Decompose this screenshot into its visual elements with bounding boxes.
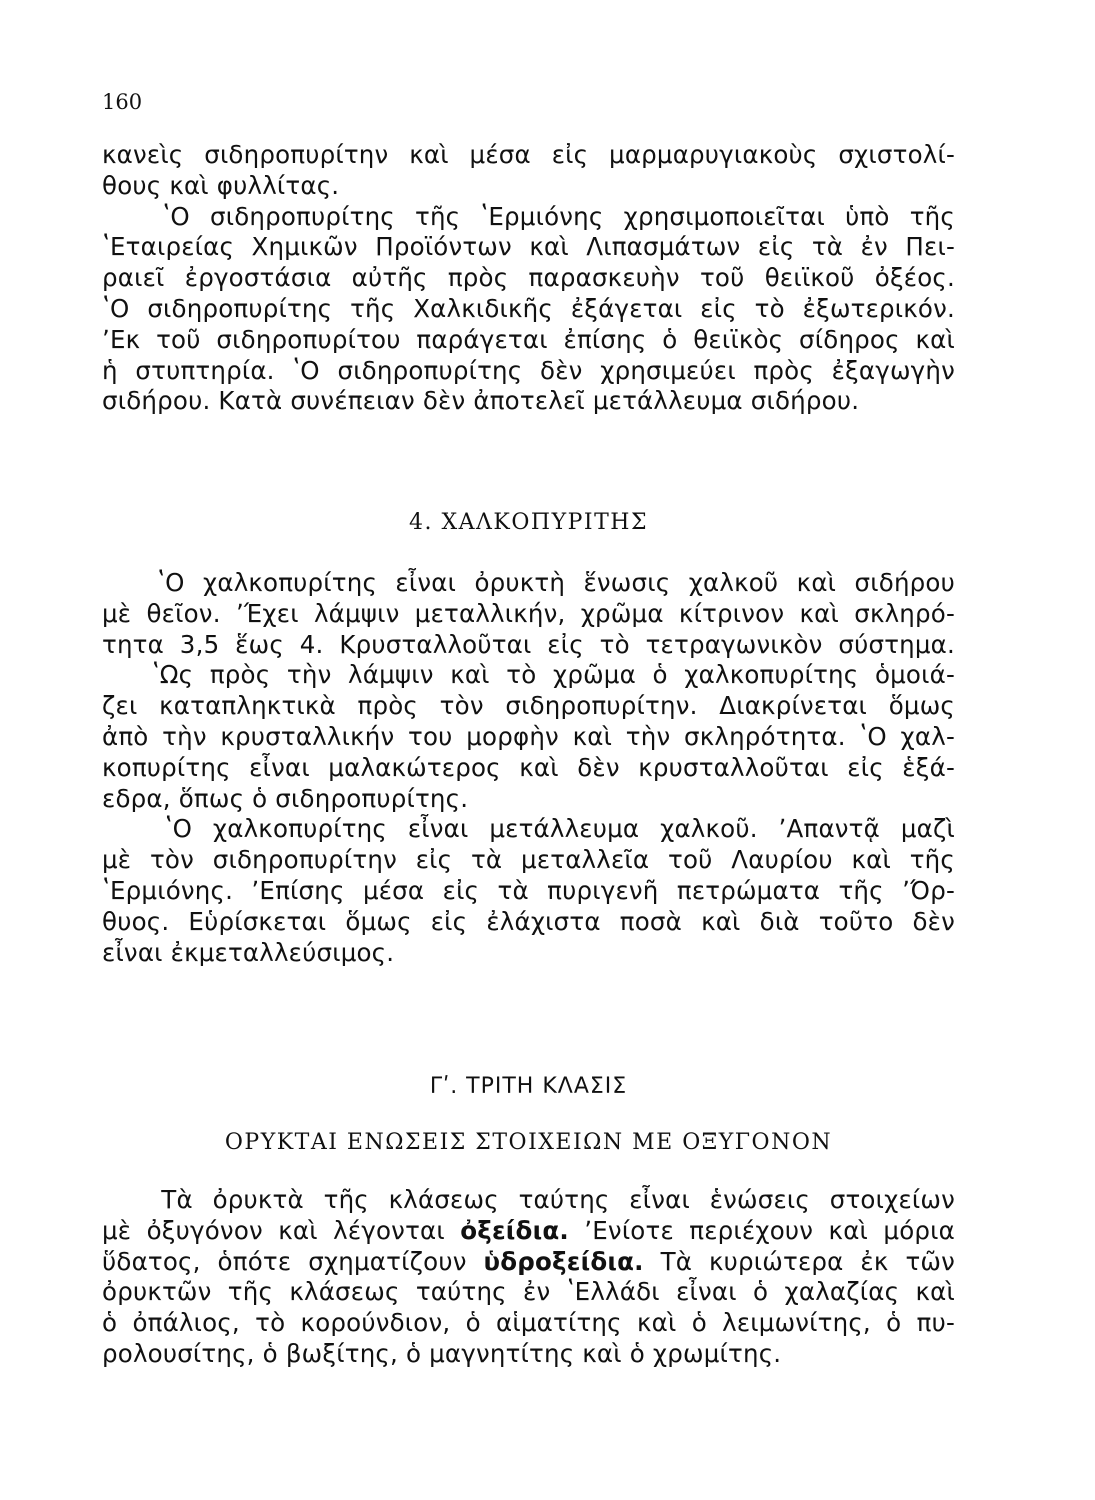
text-line: ραιεῖ ἐργοστάσια αὐτῆς πρὸς παρασκευὴν τοῦ θειϊκοῦ ὀξέος. [102,263,955,293]
page-number: 160 [102,90,143,114]
text-line: ʽΟ σιδηροπυρίτης τῆς ʽΕρμιόνης χρησιμοποιεῖται ὑπὸ τῆς [102,201,955,231]
text-line: Τὰ ὀρυκτὰ τῆς κλάσεως ταύτης εἶναι ἑνώσεις στοιχείων [102,1185,955,1214]
text-line: ρολουσίτης, ὁ βωξίτης, ὁ μαγνητίτης καὶ ὁ χρωμίτης. [102,1338,782,1368]
text-line: μὲ θεῖον. ʼΈχει λάμψιν μεταλλικήν, χρῶμα κίτρινον καὶ σκληρό- [102,598,955,628]
text-line: εἶναι ἐκμεταλλεύσιμος. [102,937,395,967]
paragraph-block-chalcopyrite [102,568,955,968]
text-line: θους καὶ φυλλίτας. [102,170,340,200]
paragraph-block-pyrite [102,140,955,417]
text-line: ἀπὸ τὴν κρυσταλλικήν του μορφὴν καὶ τὴν σκληρότητα. ʽΟ χαλ- [102,721,955,751]
text-line: ʼΕκ τοῦ σιδηροπυρίτου παράγεται ἐπίσης ὁ θειϊκὸς σίδηρος καὶ [102,324,955,354]
text-line: ʽΕταιρείας Χημικῶν Προϊόντων καὶ Λιπασμάτων εἰς τὰ ἐν Πει- [102,232,955,262]
text-line: ἡ στυπτηρία. ʽΟ σιδηροπυρίτης δὲν χρησιμεύει πρὸς ἐξαγωγὴν [102,355,955,385]
text-line: ὕδατος, ὁπότε σχηματίζουν ὑδροξείδια. Τὰ κυριώτερα ἐκ τῶν [102,1246,955,1276]
text-line: εδρα, ὅπως ὁ σιδηροπυρίτης. [102,783,469,813]
term-hydroxides: ὑδροξείδια. [483,1246,644,1276]
text-line: ζει καταπληκτικὰ πρὸς τὸν σιδηροπυρίτην. Διακρίνεται ὅμως [102,691,955,721]
text-line: ὀρυκτῶν τῆς κλάσεως ταύτης ἐν ʽΕλλάδι εἶναι ὁ χαλαζίας καὶ [102,1277,955,1307]
section-heading-chalcopyrite: 4. ΧΑΛΚΟΠΥΡΙΤΗΣ [408,510,648,535]
text-line: ʽΕρμιόνης. ʼΕπίσης μέσα εἰς τὰ πυριγενῆ πετρώματα τῆς ʼΌρ- [102,875,955,905]
text-line: ʽΟ χαλκοπυρίτης εἶναι ὀρυκτὴ ἕνωσις χαλκοῦ καὶ σιδήρου [102,568,955,597]
paragraph-block-oxides [102,1185,955,1370]
text-line: κοπυρίτης εἶναι μαλακώτερος καὶ δὲν κρυσταλλοῦται εἰς ἑξά- [102,752,955,782]
text-line: κανεὶς σιδηροπυρίτην καὶ μέσα εἰς μαρμαρυγιακοὺς σχιστολί- [102,140,955,169]
text-line: μὲ τὸν σιδηροπυρίτην εἰς τὰ μεταλλεῖα τοῦ Λαυρίου καὶ τῆς [102,845,955,875]
text-line: ʽΟ χαλκοπυρίτης εἶναι μετάλλευμα χαλκοῦ. ʼΑπαντᾷ μαζὶ [102,814,955,844]
text-line: σιδήρου. Κατὰ συνέπειαν δὲν ἀποτελεῖ μετάλλευμα σιδήρου. [102,386,860,416]
text-line: μὲ ὀξυγόνον καὶ λέγονται ὀξείδια. ʼΕνίοτε περιέχουν καὶ μόρια [102,1215,955,1245]
class-heading: Γʹ. ΤΡΙΤΗ ΚΛΑΣΙΣ [429,1074,628,1099]
text-line: θυος. Εὑρίσκεται ὅμως εἰς ἐλάχιστα ποσὰ καὶ διὰ τοῦτο δὲν [102,906,955,936]
term-oxides: ὀξείδια. [460,1215,569,1245]
text-line: τητα 3,5 ἕως 4. Κρυσταλλοῦται εἰς τὸ τετραγωνικὸν σύστημα. [102,629,955,659]
chapter-heading: ΟΡΥΚΤΑΙ ΕΝΩΣΕΙΣ ΣΤΟΙΧΕΙΩΝ ΜΕ ΟΞΥΓΟΝΟΝ [224,1130,833,1155]
text-line: ʽΟ σιδηροπυρίτης τῆς Χαλκιδικῆς ἐξάγεται εἰς τὸ ἐξωτερικόν. [102,293,955,323]
text-line: ὁ ὀπάλιος, τὸ κορούνδιον, ὁ αἱματίτης καὶ ὁ λειμωνίτης, ὁ πυ- [102,1308,955,1338]
text-line: ʽΩς πρὸς τὴν λάμψιν καὶ τὸ χρῶμα ὁ χαλκοπυρίτης ὁμοιά- [102,660,955,690]
